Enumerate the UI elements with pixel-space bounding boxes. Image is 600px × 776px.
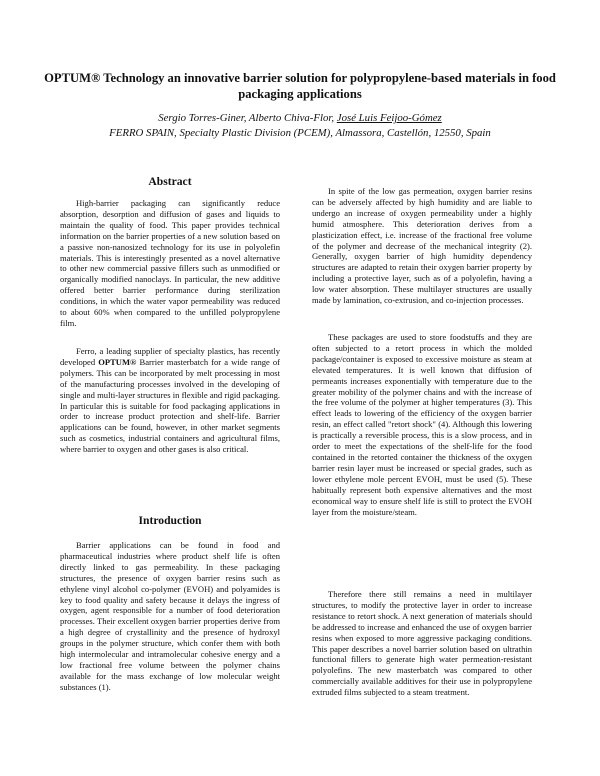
corresponding-author: José Luis Feijoo-Gómez (336, 112, 442, 124)
introduction-heading: Introduction (138, 514, 202, 527)
authors-line (40, 111, 560, 126)
abstract-p2-text-b: Barrier masterbatch for a wide range of polymers. This can be incorporated by melt processing in most of the manufacturing processes involved in the developing of single and multi-layer structures in flexible and rigid packaging. In particular this is suitable for food packaging applications in order to increase product protection and shelf-life. Barrier applications can be found, however, in other market segments such as cosmetics, industrial containers and agricultural films, where barrier to oxygen and other gases is also critical. (60, 356, 281, 455)
right-paragraph-3: Therefore there still remains a need in multilayer structures, to modify the protective layer in order to increase resistance to retort shock. A next generation of materials should be addressed to increase and enhanced the use of oxygen barrier resins when exposed to more aggressive packaging conditions. This paper describes a novel barrier solution based on ultrathin functional fillers to generate high water permeation-resistant polyolefins. The new masterbatch was compared to other commercially available additives for their use in polypropylene extruded films subjected to a steam treatment. (312, 589, 532, 698)
right-paragraph-1: In spite of the low gas permeation, oxygen barrier resins can be adversely affected by high humidity and are liable to undergo an increase of oxygen permeability under a highly humid atmosphere. This deterioration derives from a plasticization effect, i.e. increase of the fractional free volume of the polymer and decrease of the mechanical integrity (2). Generally, oxygen barrier of high humidity dependency structures are adapted to retain their oxygen barrier property by including a protective layer, such as of a polyolefin, having a low water absorption. These multilayer structures are usually made by lamination, co-extrusion, and co-injection processes. (312, 186, 532, 306)
paper-title: OPTUM® Technology an innovative barrier solution for polypropylene-based materials in food packaging applications (44, 71, 556, 101)
affiliation: FERRO SPAIN, Specialty Plastic Division (PCEM), Almassora, Castellón, 12550, Spain (109, 127, 491, 139)
abstract-heading: Abstract (148, 175, 192, 188)
authors-text: Sergio Torres-Giner, Alberto Chiva-Flor, (158, 112, 337, 124)
abstract-p2-text-a: Ferro, a leading supplier of specialty plastics, has recently developed (60, 346, 280, 367)
author-block (40, 111, 560, 141)
optum-brand: OPTUM® (98, 356, 137, 367)
abstract-paragraph-2 (60, 346, 280, 455)
abstract-paragraph-1: High-barrier packaging can significantly reduce absorption, desorption and diffusion of gases and liquids to maintain the quality of food. This paper provides technical information on the barrier properties of a new solution based on a passive non-nanosized technology for its use in polyolefin materials. This is interestingly presented as a novel alternative to other new commercial passive fillers such as unmodified or organically modified nanoclays. In particular, the new additive offered better barrier performance during sterilization conditions, in which the water vapor permeability was reduced to about 60% when compared to the unfilled polypropylene film. (60, 198, 280, 328)
introduction-paragraph-1: Barrier applications can be found in food and pharmaceutical industries where product shelf life is often directly linked to gas permeability. In these packaging structures, the presence of oxygen barrier resins such as ethylene vinyl alcohol co-polymer (EVOH) and polyamides is key to food quality and safety because it delays the ingress of oxygen, agent responsible for a number of food deterioration processes. Their excellent oxygen barrier properties derive from a high degree of crystallinity and the presence of hydroxyl groups in the polymer structure, which confer them with both high intermolecular and intramolecular cohesive energy and a low fractional free volume between the polymer chains available for the mass exchange of low molecular weight substances (1). (60, 540, 280, 692)
right-paragraph-2: These packages are used to store foodstuffs and they are often subjected to a retort process in which the molded package/container is exposed to excessive moisture as steam at elevated temperatures. It is well known that diffusion of permeants increases exponentially with temperature due to the greater mobility of the polymer chains and with the increase of the free volume of the polymer at higher temperatures (3). This effect leads to lowering of the efficiency of the oxygen barrier resin, an effect called "retort shock" (4). Although this lowering is practically a reversible process, this is a slow process, and in order to meet the expectations of the shelf-life for the food contained in the retorted container the thickness of the oxygen barrier resin layer must be increased or special grades, such as lower ethylene mole percent EVOH, must be used (5). These habitually represent both expensive alternatives and the most economical way to ensure shelf life is still to protect the EVOH layer from the moisture/steam. (312, 332, 532, 517)
